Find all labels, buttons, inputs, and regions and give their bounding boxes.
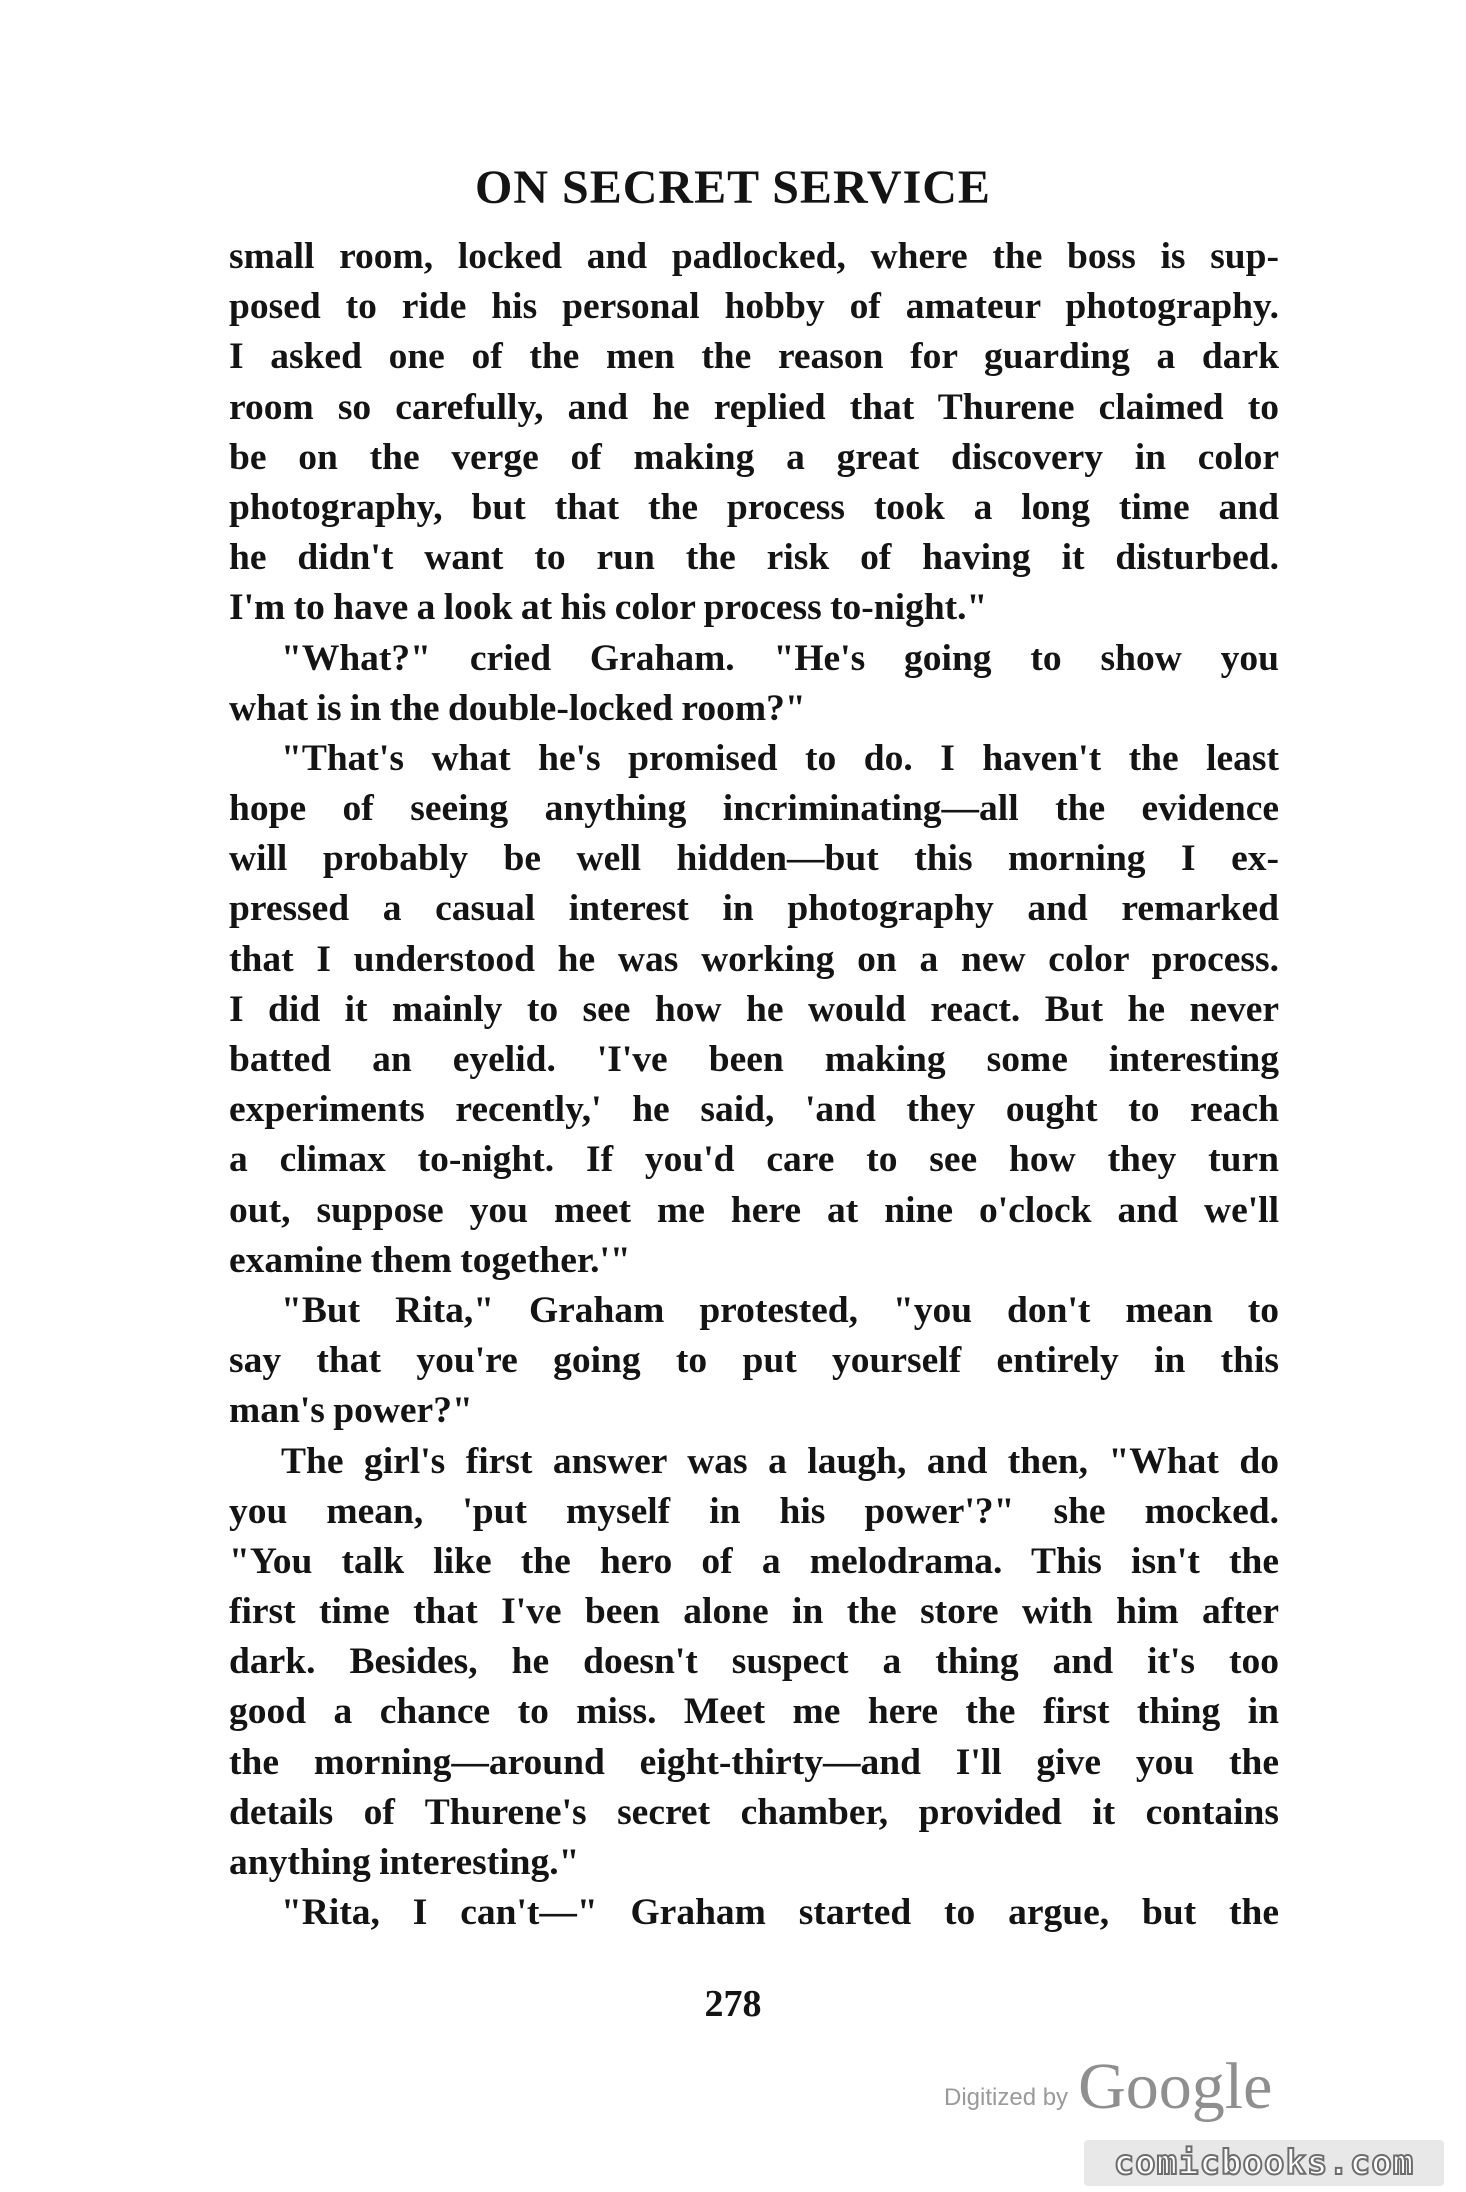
text-line: "That's what he's promised to do. I haven't the least — [281, 737, 1279, 779]
text-line: man's power?" — [229, 1390, 473, 1432]
text-line: he didn't want to run the risk of having it disturbed. — [229, 537, 1279, 579]
text-line: I'm to have a look at his color process to-night." — [229, 587, 988, 629]
watermark — [1084, 2140, 1444, 2186]
text-line: "Rita, I can't—" Graham started to argue, but the — [281, 1892, 1279, 1934]
text-line: good a chance to miss. Meet me here the first thing in — [229, 1691, 1279, 1733]
text-line: what is in the double-locked room?" — [229, 687, 806, 729]
text-line: first time that I've been alone in the store with him after — [229, 1591, 1279, 1633]
text-line: details of Thurene's secret chamber, provided it contains — [229, 1791, 1279, 1833]
page-number: 278 — [704, 1983, 762, 2025]
text-line: that I understood he was working on a new color process. — [229, 938, 1279, 980]
page-title: ON SECRET SERVICE — [475, 161, 991, 214]
text-line: dark. Besides, he doesn't suspect a thing and it's too — [229, 1641, 1279, 1683]
text-line: "But Rita," Graham protested, "you don't mean to — [281, 1289, 1279, 1331]
body-text — [229, 232, 1279, 1938]
text-line: say that you're going to put yourself entirely in this — [229, 1340, 1279, 1382]
text-line: room so carefully, and he replied that Thurene claimed to — [229, 386, 1279, 428]
watermark-text: comicbooks.com — [1113, 2143, 1415, 2183]
google-logo: Google — [1078, 2050, 1273, 2123]
text-line: the morning—around eight-thirty—and I'll give you the — [229, 1741, 1279, 1783]
text-line: you mean, 'put myself in his power'?" she mocked. — [229, 1490, 1279, 1532]
digitized-by-google-mark — [944, 2050, 1273, 2123]
text-line: be on the verge of making a great discovery in color — [229, 436, 1279, 478]
text-line: I asked one of the men the reason for guarding a dark — [229, 336, 1279, 378]
text-line: small room, locked and padlocked, where the boss is sup- — [229, 236, 1279, 277]
text-line: The girl's first answer was a laugh, and then, "What do — [281, 1440, 1279, 1482]
text-line: "What?" cried Graham. "He's going to show you — [281, 637, 1279, 679]
text-line: pressed a casual interest in photography and remarked — [229, 888, 1279, 930]
text-line: out, suppose you meet me here at nine o'clock and we'll — [229, 1189, 1279, 1231]
text-line: "You talk like the hero of a melodrama. This isn't the — [229, 1540, 1279, 1582]
text-line: anything interesting." — [229, 1842, 580, 1883]
text-line: a climax to-night. If you'd care to see how they turn — [229, 1139, 1279, 1181]
text-line: posed to ride his personal hobby of amateur photography. — [229, 286, 1279, 328]
text-line: experiments recently,' he said, 'and they ought to reach — [229, 1089, 1279, 1131]
digitized-by-label: Digitized by — [944, 2084, 1069, 2111]
text-line: hope of seeing anything incriminating—all the evidence — [229, 788, 1279, 830]
text-line: photography, but that the process took a long time and — [229, 486, 1279, 528]
text-line: examine them together.'" — [229, 1239, 631, 1281]
text-line: batted an eyelid. 'I've been making some interesting — [229, 1039, 1279, 1080]
text-line: will probably be well hidden—but this morning I ex- — [229, 838, 1279, 880]
text-line: I did it mainly to see how he would react. But he never — [229, 988, 1279, 1030]
